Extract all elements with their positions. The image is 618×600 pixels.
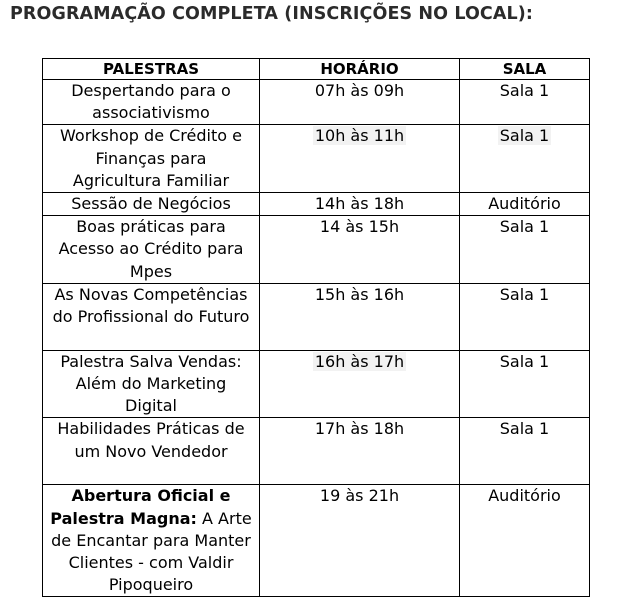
time-cell [260, 80, 460, 125]
talk-cell [43, 216, 260, 284]
talk-title: Boas práticas para Acesso ao Crédito para Mpes [58, 217, 244, 281]
room-value: Auditório [488, 486, 561, 506]
room-value: Auditório [488, 194, 561, 214]
time-value: 17h às 18h [314, 419, 405, 439]
header-talks: PALESTRAS [43, 59, 260, 80]
talk-title: Workshop de Crédito e Finanças para Agricultura Familiar [60, 126, 242, 190]
time-cell [260, 283, 460, 350]
talk-cell [43, 418, 260, 485]
talk-cell [43, 125, 260, 193]
room-value: Sala 1 [499, 126, 550, 146]
room-cell [460, 485, 590, 597]
table-row [43, 283, 590, 350]
talk-title-bold: Abertura Oficial e Palestra Magna: [50, 486, 231, 528]
header-room: SALA [460, 59, 590, 80]
room-cell [460, 418, 590, 485]
room-value: Sala 1 [499, 419, 550, 439]
table-header [43, 59, 590, 80]
time-value: 14h às 18h [314, 194, 405, 214]
table-row [43, 193, 590, 216]
header-time: HORÁRIO [260, 59, 460, 80]
time-cell [260, 216, 460, 284]
time-value: 14 às 15h [319, 217, 400, 237]
talk-cell [43, 283, 260, 350]
header-row [43, 59, 590, 80]
talk-cell [43, 193, 260, 216]
time-cell [260, 418, 460, 485]
schedule-table [42, 58, 590, 597]
talk-title: Habilidades Práticas de um Novo Vendedor [57, 419, 245, 461]
page-title: PROGRAMAÇÃO COMPLETA (INSCRIÇÕES NO LOCAL): [10, 4, 533, 24]
room-value: Sala 1 [499, 351, 550, 371]
room-cell [460, 283, 590, 350]
time-value: 15h às 16h [314, 284, 405, 304]
talk-title: Palestra Salva Vendas: Além do Marketing Digital [60, 351, 242, 416]
room-value: Sala 1 [499, 284, 550, 304]
room-cell [460, 80, 590, 125]
talk-title: As Novas Competências do Profissional do Futuro [52, 284, 250, 327]
time-cell [260, 485, 460, 597]
room-cell [460, 193, 590, 216]
time-value: 07h às 09h [314, 81, 405, 100]
table-row [43, 80, 590, 125]
talk-cell [43, 80, 260, 125]
room-value: Sala 1 [499, 81, 550, 100]
time-value: 19 às 21h [319, 486, 400, 506]
talk-cell [43, 485, 260, 597]
talk-cell [43, 350, 260, 418]
room-value: Sala 1 [499, 217, 550, 237]
room-cell [460, 216, 590, 284]
talk-title: Sessão de Negócios [71, 194, 231, 214]
table-row [43, 418, 590, 485]
time-cell [260, 125, 460, 193]
time-value: 10h às 11h [314, 126, 405, 146]
room-cell [460, 125, 590, 193]
talk-title: A Arte de Encantar para Manter Clientes - com Valdir Pipoqueiro [51, 508, 252, 595]
room-cell [460, 350, 590, 418]
time-cell [260, 193, 460, 216]
time-cell [260, 350, 460, 418]
time-value: 16h às 17h [314, 351, 405, 371]
talk-title: Despertando para o associativismo [71, 81, 231, 123]
table-row [43, 350, 590, 418]
table-row [43, 485, 590, 597]
table-row [43, 125, 590, 193]
table-row [43, 216, 590, 284]
table-body [43, 80, 590, 597]
